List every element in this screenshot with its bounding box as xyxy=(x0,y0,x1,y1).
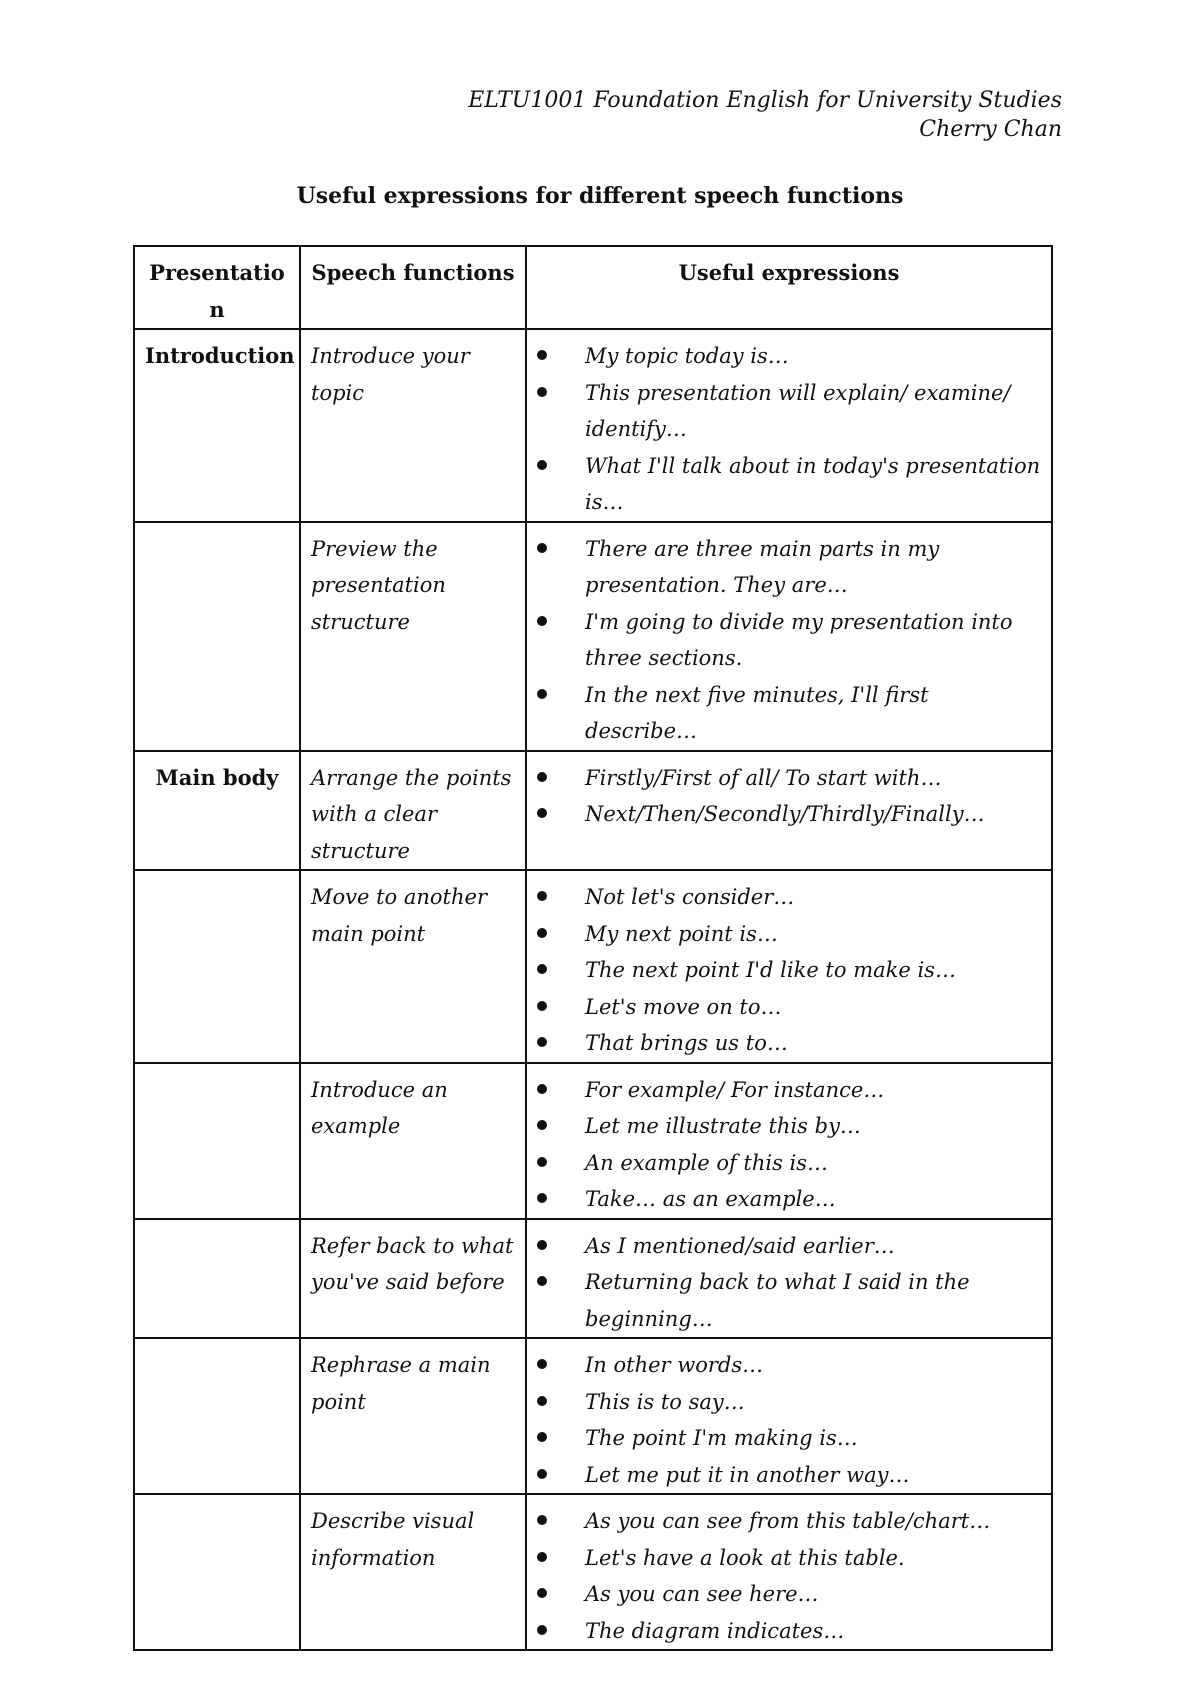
bullet-icon xyxy=(537,1515,547,1525)
expression-text: Let me illustrate this by… xyxy=(585,1114,861,1138)
table-row xyxy=(134,870,1052,1063)
bullet-icon xyxy=(537,1084,547,1094)
column-header-useful-expressions: Useful expressions xyxy=(526,246,1052,329)
expression-text: I'm going to divide my presentation into three sections. xyxy=(585,609,1013,670)
bullet-icon xyxy=(537,689,547,699)
expression-list xyxy=(537,760,1041,833)
table-row xyxy=(134,1494,1052,1650)
expression-item xyxy=(537,531,1041,604)
stage-cell xyxy=(134,1063,300,1219)
expression-list xyxy=(537,1503,1041,1649)
bullet-icon xyxy=(537,387,547,397)
expression-text: In other words… xyxy=(585,1353,764,1377)
stage-cell xyxy=(134,522,300,751)
expression-item xyxy=(537,796,1041,833)
expression-item xyxy=(537,1384,1041,1421)
expression-item xyxy=(537,1540,1041,1577)
expression-text: An example of this is… xyxy=(585,1150,829,1175)
expression-item xyxy=(537,375,1041,448)
stage-cell xyxy=(134,1338,300,1494)
expressions-table xyxy=(133,245,1053,1651)
expression-text: In the next five minutes, I'll first describe… xyxy=(585,682,929,743)
expression-text: This is to say… xyxy=(585,1389,745,1414)
expression-item xyxy=(537,1420,1041,1457)
expression-text: Firstly/First of all/ To start with… xyxy=(585,765,942,790)
expressions-cell xyxy=(526,329,1052,522)
bullet-icon xyxy=(537,1193,547,1203)
bullet-icon xyxy=(537,1157,547,1167)
bullet-icon xyxy=(537,1469,547,1479)
expression-item xyxy=(537,952,1041,989)
table-row xyxy=(134,1219,1052,1339)
expression-item xyxy=(537,1072,1041,1109)
expression-item xyxy=(537,1613,1041,1650)
expression-text: Let's have a look at this table. xyxy=(585,1545,905,1570)
bullet-icon xyxy=(537,964,547,974)
expression-text: My topic today is… xyxy=(585,344,789,368)
bullet-icon xyxy=(537,1359,547,1369)
expression-item xyxy=(537,338,1041,375)
stage-cell xyxy=(134,870,300,1063)
expression-text: Returning back to what I said in the beginning… xyxy=(585,1270,970,1331)
expression-list xyxy=(537,1228,1041,1338)
expression-text: What I'll talk about in today's presentation is… xyxy=(585,453,1041,514)
expression-list xyxy=(537,879,1041,1062)
expression-list xyxy=(537,531,1041,750)
expression-text: Next/Then/Secondly/Thirdly/Finally… xyxy=(585,802,985,826)
speech-function-cell: Rephrase a main point xyxy=(300,1338,526,1494)
table-row xyxy=(134,522,1052,751)
stage-cell xyxy=(134,1219,300,1339)
speech-function-cell: Move to another main point xyxy=(300,870,526,1063)
expression-item xyxy=(537,879,1041,916)
bullet-icon xyxy=(537,1276,547,1286)
bullet-icon xyxy=(537,1396,547,1406)
bullet-icon xyxy=(537,1432,547,1442)
bullet-icon xyxy=(537,543,547,553)
expressions-cell xyxy=(526,1063,1052,1219)
bullet-icon xyxy=(537,1625,547,1635)
bullet-icon xyxy=(537,1037,547,1047)
expression-list xyxy=(537,1347,1041,1493)
bullet-icon xyxy=(537,1588,547,1598)
bullet-icon xyxy=(537,1120,547,1130)
expression-text: This presentation will explain/ examine/ identify… xyxy=(585,380,1011,441)
stage-cell: Introduction xyxy=(134,329,300,522)
expression-text: The next point I'd like to make is… xyxy=(585,958,956,982)
expression-item xyxy=(537,1503,1041,1540)
table-header-row xyxy=(134,246,1052,329)
page-title: Useful expressions for different speech functions xyxy=(296,183,904,209)
author-name: Cherry Chan xyxy=(919,117,1062,142)
expression-item xyxy=(537,1264,1041,1337)
table-row xyxy=(134,329,1052,522)
expression-item xyxy=(537,448,1041,521)
expression-text: As you can see from this table/chart… xyxy=(585,1509,991,1533)
column-header-speech-functions: Speech functions xyxy=(300,246,526,329)
bullet-icon xyxy=(537,928,547,938)
bullet-icon xyxy=(537,1240,547,1250)
expression-list xyxy=(537,1072,1041,1218)
expression-item xyxy=(537,1108,1041,1145)
expression-item xyxy=(537,1457,1041,1494)
course-title: ELTU1001 Foundation English for University Studies xyxy=(468,88,1062,113)
bullet-icon xyxy=(537,891,547,901)
document-header xyxy=(468,86,1062,144)
bullet-icon xyxy=(537,1552,547,1562)
expression-text: Let's move on to… xyxy=(585,994,782,1019)
column-header-presentation: Presentatio n xyxy=(134,246,300,329)
expression-item xyxy=(537,760,1041,797)
expression-item xyxy=(537,989,1041,1026)
expressions-cell xyxy=(526,870,1052,1063)
expression-text: Not let's consider… xyxy=(585,885,795,909)
table-row xyxy=(134,751,1052,871)
bullet-icon xyxy=(537,772,547,782)
bullet-icon xyxy=(537,460,547,470)
expression-text: The point I'm making is… xyxy=(585,1426,858,1450)
expression-text: Let me put it in another way… xyxy=(585,1462,910,1487)
expression-item xyxy=(537,1576,1041,1613)
expression-text: That brings us to… xyxy=(585,1031,788,1055)
expression-item xyxy=(537,1181,1041,1218)
expression-list xyxy=(537,338,1041,521)
expression-text: For example/ For instance… xyxy=(585,1077,885,1102)
stage-cell: Main body xyxy=(134,751,300,871)
bullet-icon xyxy=(537,350,547,360)
expressions-cell xyxy=(526,522,1052,751)
speech-function-cell: Preview the presentation structure xyxy=(300,522,526,751)
expression-item xyxy=(537,1025,1041,1062)
expression-text: As you can see here… xyxy=(585,1582,819,1606)
expression-text: As I mentioned/said earlier… xyxy=(585,1233,895,1258)
expression-text: Take… as an example… xyxy=(585,1187,836,1211)
expression-item xyxy=(537,677,1041,750)
expressions-cell xyxy=(526,751,1052,871)
speech-function-cell: Introduce your topic xyxy=(300,329,526,522)
speech-function-cell: Describe visual information xyxy=(300,1494,526,1650)
speech-function-cell: Introduce an example xyxy=(300,1063,526,1219)
expression-item xyxy=(537,916,1041,953)
speech-function-cell: Arrange the points with a clear structure xyxy=(300,751,526,871)
speech-function-cell: Refer back to what you've said before xyxy=(300,1219,526,1339)
table-row xyxy=(134,1338,1052,1494)
bullet-icon xyxy=(537,616,547,626)
expressions-cell xyxy=(526,1219,1052,1339)
bullet-icon xyxy=(537,808,547,818)
bullet-icon xyxy=(537,1001,547,1011)
expression-item xyxy=(537,1228,1041,1265)
expression-item xyxy=(537,1145,1041,1182)
expressions-cell xyxy=(526,1338,1052,1494)
expressions-cell xyxy=(526,1494,1052,1650)
expression-item xyxy=(537,1347,1041,1384)
stage-cell xyxy=(134,1494,300,1650)
expression-text: The diagram indicates… xyxy=(585,1618,845,1643)
expression-text: There are three main parts in my presentation. They are… xyxy=(585,536,940,597)
expression-text: My next point is… xyxy=(585,921,778,946)
table-row xyxy=(134,1063,1052,1219)
expression-item xyxy=(537,604,1041,677)
